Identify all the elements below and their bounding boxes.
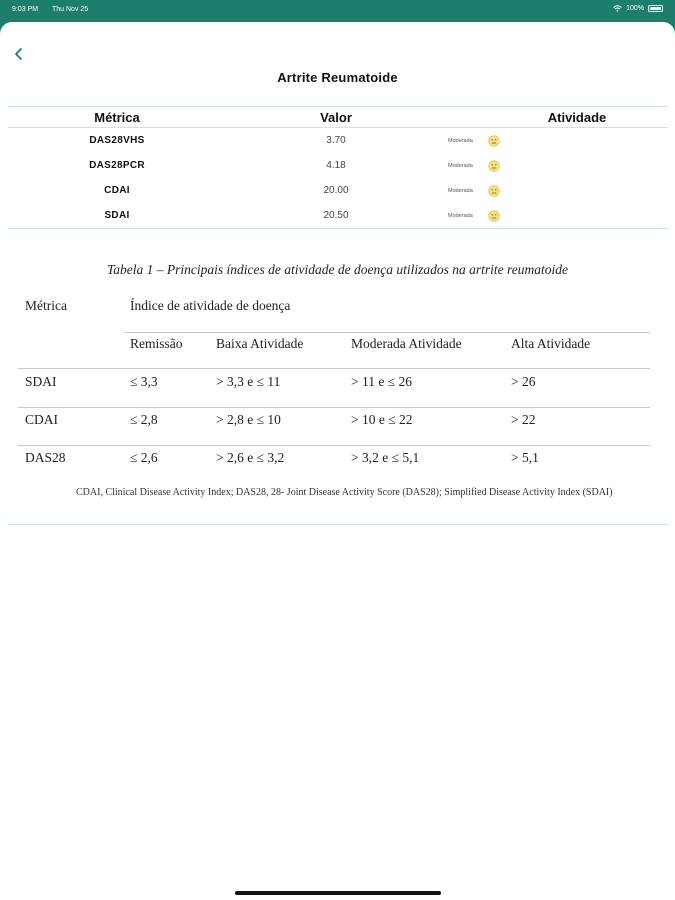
header-activity: Atividade [547,109,607,125]
ref-cell: > 22 [511,412,536,427]
metric-name: SDAI [104,210,130,221]
ref-row-metric: DAS28 [25,450,66,465]
metrics-table [8,106,668,229]
header-metric: Métrica [94,109,140,125]
ref-cell: > 2,6 e ≤ 3,2 [216,450,285,465]
chevron-left-icon [10,44,28,64]
neutral-face-icon [488,185,500,197]
page-title: Artrite Reumatoide [277,70,398,85]
status-date: Thu Nov 25 [52,6,89,13]
activity-cell [446,160,668,172]
metric-name: DAS28VHS [89,135,145,146]
ref-group-header: Índice de atividade de doença [130,298,291,313]
ref-col-baixa: Baixa Atividade [216,336,304,351]
metric-row [8,128,668,153]
ref-cell: > 11 e ≤ 26 [351,374,413,389]
header-value: Valor [320,109,352,125]
ref-col-alta: Alta Atividade [511,336,591,351]
back-button[interactable] [10,44,28,64]
ref-cell: > 5,1 [511,450,539,465]
ref-row-metric: SDAI [25,374,57,389]
metric-value: 4.18 [326,160,346,171]
table-caption: Tabela 1 – Principais índices de atividade de doença utilizados na artrite reumatoide [107,262,568,277]
ref-cell: > 3,3 e ≤ 11 [216,374,281,389]
activity-cell [446,210,668,222]
divider [18,407,650,408]
status-bar [0,0,675,22]
battery-percent: 100% [626,5,644,12]
activity-label: Moderada [448,212,473,219]
metric-row [8,153,668,178]
neutral-face-icon [488,160,500,172]
metric-row [8,178,668,203]
activity-label: Moderada [448,187,473,194]
divider [8,228,668,229]
metric-name: CDAI [104,185,130,196]
metric-value: 20.50 [323,210,349,221]
ref-cell: > 26 [511,374,536,389]
ref-cell: > 2,8 e ≤ 10 [216,412,281,427]
table-footnote: CDAI, Clinical Disease Activity Index; DAS28, 28- Joint Disease Activity Score (DAS28); Simplified Disease Activity Index (SDAI) [76,487,613,498]
metric-row [8,203,668,228]
ref-cell: ≤ 3,3 [130,374,158,389]
metric-name: DAS28PCR [89,160,145,171]
divider [18,445,650,446]
ref-row-metric: CDAI [25,412,58,427]
divider [8,524,668,525]
activity-cell [446,135,668,147]
neutral-face-icon [488,135,500,147]
battery-icon [648,5,663,12]
divider [124,332,650,333]
activity-label: Moderada [448,137,473,144]
ref-col-remissao: Remissão [130,336,183,351]
metrics-header-row [8,107,668,127]
ref-cell: > 3,2 e ≤ 5,1 [351,450,420,465]
metric-value: 3.70 [326,135,346,146]
ref-col-moderada: Moderada Atividade [351,336,462,351]
home-indicator[interactable] [235,891,441,895]
activity-label: Moderada [448,162,473,169]
wifi-icon [613,5,622,12]
status-right [613,5,663,12]
metric-value: 20.00 [323,185,349,196]
neutral-face-icon [488,210,500,222]
divider [18,368,650,369]
ref-header-metric: Métrica [25,298,67,313]
modal-sheet [0,22,675,900]
status-time: 9:03 PM [12,6,39,13]
activity-cell [446,185,668,197]
ref-cell: > 10 e ≤ 22 [351,412,413,427]
ref-cell: ≤ 2,8 [130,412,158,427]
ref-cell: ≤ 2,6 [130,450,158,465]
